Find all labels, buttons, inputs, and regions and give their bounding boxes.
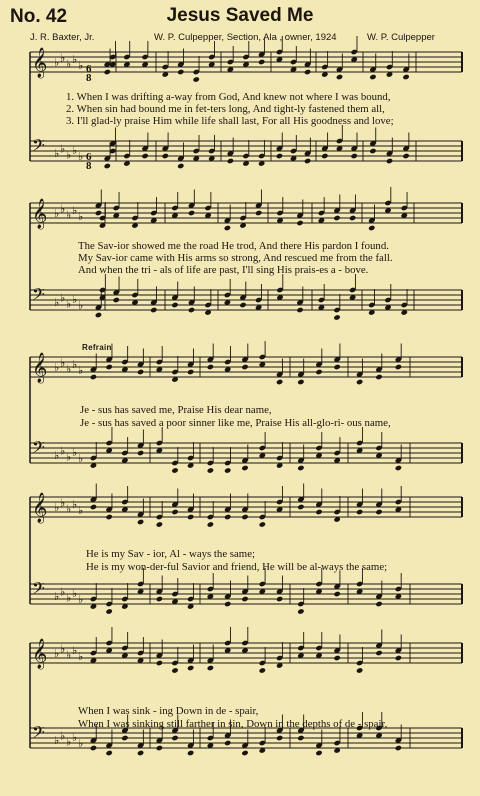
note-head (395, 655, 402, 661)
note-head (188, 210, 195, 216)
lyric-line: My Sav-ior came with His arms so strong, And rescued me from the fall. (78, 252, 393, 264)
note-head (276, 596, 283, 602)
note-head (259, 521, 266, 527)
note-head (333, 314, 340, 320)
note-head (304, 69, 311, 75)
note-head (150, 307, 157, 313)
lyric-line: Je - sus has saved me, Praise His dear name, (80, 404, 272, 416)
bass-time-sig-bottom: 8 (86, 160, 92, 172)
treble-clef: 𝄞 (32, 639, 48, 669)
flat-sign: ♭ (78, 59, 84, 72)
note-head (227, 158, 234, 164)
note-head (402, 153, 409, 159)
flat-sign: ♭ (66, 148, 72, 162)
note-head (187, 750, 194, 756)
bass-clef: 𝄢 (32, 437, 45, 461)
note-head (241, 596, 248, 602)
flat-sign: ♭ (66, 208, 72, 222)
bass-clef: 𝄢 (32, 578, 45, 602)
note-head (105, 514, 112, 520)
note-head (350, 153, 357, 159)
note-head (356, 667, 363, 673)
lyric-line: When I was sink - ing Down in de - spair, (78, 705, 259, 717)
note-head (104, 69, 111, 75)
flat-sign: ♭ (78, 737, 84, 750)
note-head (171, 302, 178, 308)
note-head (162, 153, 169, 159)
note-head (241, 750, 248, 756)
note-head (95, 312, 102, 318)
note-head (296, 220, 303, 226)
flat-sign: ♭ (66, 591, 72, 605)
flat-sign: ♭ (54, 56, 60, 69)
flat-sign: ♭ (72, 587, 78, 600)
note-head (137, 750, 144, 756)
note-head (224, 467, 231, 473)
flat-sign: ♭ (66, 57, 72, 71)
note-head (333, 655, 340, 661)
flat-sign: ♭ (60, 202, 66, 216)
note-head (315, 509, 322, 515)
treble-time-sig-top: 6 (86, 63, 92, 75)
flat-sign: ♭ (66, 362, 72, 376)
note-head (105, 364, 112, 370)
flat-sign: ♭ (60, 142, 66, 156)
bass-time-sig-top: 6 (86, 151, 92, 163)
flat-sign: ♭ (72, 446, 78, 459)
note-head (105, 750, 112, 756)
lyricist-credit: J. R. Baxter, Jr. (30, 32, 95, 43)
note-head (224, 514, 231, 520)
flat-sign: ♭ (54, 361, 60, 374)
flat-sign: ♭ (72, 204, 78, 217)
lyric-line: The Sav-ior showed me the road He trod, And there His pardon I found. (78, 240, 389, 252)
note-head (333, 364, 340, 370)
note-head (368, 225, 375, 231)
note-head (321, 153, 328, 159)
note-head (258, 59, 265, 65)
flat-sign: ♭ (54, 296, 60, 309)
flat-sign: ♭ (78, 299, 84, 312)
note-head (90, 745, 97, 751)
note-head (177, 69, 184, 75)
treble-clef: 𝄞 (32, 353, 48, 383)
note-head (137, 369, 144, 375)
note-head (177, 163, 184, 169)
flat-sign: ♭ (66, 502, 72, 516)
note-head (239, 302, 246, 308)
flat-sign: ♭ (54, 147, 60, 160)
flat-sign: ♭ (60, 496, 66, 510)
flat-sign: ♭ (78, 650, 84, 663)
bass-clef: 𝄢 (32, 284, 45, 308)
flat-sign: ♭ (60, 356, 66, 370)
note-head (141, 153, 148, 159)
note-head (296, 307, 303, 313)
flat-sign: ♭ (72, 358, 78, 371)
treble-clef: 𝄞 (32, 199, 48, 229)
note-head (333, 591, 340, 597)
flat-sign: ♭ (60, 642, 66, 656)
note-head (207, 665, 214, 671)
note-head (95, 210, 102, 216)
flat-sign: ♭ (66, 450, 72, 464)
lyric-line: 1. When I was drifting a-way from God, And knew not where I was bound, (66, 91, 391, 103)
note-head (241, 364, 248, 370)
note-head (297, 504, 304, 510)
flat-sign: ♭ (78, 504, 84, 517)
flat-sign: ♭ (60, 291, 66, 305)
flat-sign: ♭ (60, 51, 66, 65)
note-head (336, 74, 343, 80)
flat-sign: ♭ (72, 144, 78, 157)
note-head (276, 153, 283, 159)
note-head (241, 514, 248, 520)
note-head (349, 215, 356, 221)
hymn-number: No. 42 (10, 6, 68, 27)
note-head (90, 504, 97, 510)
flat-sign: ♭ (60, 729, 66, 743)
lyric-line: When I was sinking still farther in sin, Down in the depths of de - spair, (78, 718, 388, 730)
lyric-line: 3. I'll glad-ly praise Him while life shall last, For all His goodness and love; (66, 115, 394, 127)
flat-sign: ♭ (60, 444, 66, 458)
note-head (356, 509, 363, 515)
note-head (297, 735, 304, 741)
composer-credit: W. P. Culpepper (367, 32, 435, 43)
treble-clef: 𝄞 (32, 48, 48, 78)
flat-sign: ♭ (78, 593, 84, 606)
lyric-line: And when the tri - als of life are past, I'll sing His prais-es a - bove. (78, 264, 369, 276)
note-head (369, 74, 376, 80)
refrain-label: Refrain (82, 343, 112, 352)
note-head (375, 601, 382, 607)
note-head (255, 210, 262, 216)
note-head (207, 521, 214, 527)
bass-clef: 𝄢 (32, 135, 45, 159)
note-head (395, 465, 402, 471)
note-head (156, 521, 163, 527)
flat-sign: ♭ (54, 449, 60, 462)
note-head (224, 225, 231, 231)
lyric-line: He is my Sav - ior, Al - ways the same; (86, 548, 255, 560)
note-head (224, 601, 231, 607)
flat-sign: ♭ (72, 498, 78, 511)
flat-sign: ♭ (78, 452, 84, 465)
note-head (113, 297, 120, 303)
note-head (402, 74, 409, 80)
note-head (105, 608, 112, 614)
note-head (375, 509, 382, 515)
note-head (276, 379, 283, 385)
note-head (333, 215, 340, 221)
note-head (224, 740, 231, 746)
flat-sign: ♭ (72, 53, 78, 66)
note-head (156, 745, 163, 751)
note-head (297, 379, 304, 385)
note-head (207, 467, 214, 473)
note-head (171, 467, 178, 473)
note-head (187, 369, 194, 375)
note-head (187, 514, 194, 520)
note-head (193, 76, 200, 82)
note-head (171, 735, 178, 741)
lyric-line: He is my won-der-ful Savior and friend, He will be al-ways the same; (86, 561, 388, 573)
note-head (375, 374, 382, 380)
note-head (156, 660, 163, 666)
flat-sign: ♭ (60, 585, 66, 599)
lyric-line: 2. When sin had bound me in fet-ters long, And tight-ly fastened them all, (66, 103, 385, 115)
note-head (369, 148, 376, 154)
hymn-title: Jesus Saved Me (166, 5, 314, 26)
note-head (241, 465, 248, 471)
note-head (121, 735, 128, 741)
note-head (171, 667, 178, 673)
note-head (104, 163, 111, 169)
flat-sign: ♭ (72, 293, 78, 306)
note-head (297, 465, 304, 471)
copyright-credit: W. P. Culpepper, Section, Ala , owner, 1924 (154, 32, 337, 43)
flat-sign: ♭ (66, 648, 72, 662)
flat-sign: ♭ (54, 207, 60, 220)
note-head (375, 650, 382, 656)
lyric-line: Je - sus has saved a poor sinner like me, Praise His all-glo-ri- ous name, (80, 417, 391, 429)
flat-sign: ♭ (72, 731, 78, 744)
note-head (304, 158, 311, 164)
note-head (137, 519, 144, 525)
treble-time-sig-bottom: 8 (86, 72, 92, 84)
flat-sign: ♭ (54, 501, 60, 514)
note-head (137, 450, 144, 456)
bass-clef: 𝄢 (32, 722, 45, 746)
flat-sign: ♭ (54, 734, 60, 747)
note-head (395, 364, 402, 370)
note-head (171, 509, 178, 515)
note-head (188, 307, 195, 313)
note-head (356, 379, 363, 385)
note-head (297, 608, 304, 614)
flat-sign: ♭ (66, 297, 72, 311)
note-head (90, 374, 97, 380)
note-head (386, 158, 393, 164)
note-head (187, 665, 194, 671)
flat-sign: ♭ (54, 647, 60, 660)
treble-clef: 𝄞 (32, 493, 48, 523)
flat-sign: ♭ (54, 590, 60, 603)
flat-sign: ♭ (72, 644, 78, 657)
note-head (259, 667, 266, 673)
note-head (395, 745, 402, 751)
note-head (156, 596, 163, 602)
note-head (207, 364, 214, 370)
flat-sign: ♭ (78, 364, 84, 377)
flat-sign: ♭ (78, 150, 84, 163)
note-head (315, 750, 322, 756)
flat-sign: ♭ (78, 210, 84, 223)
note-head (276, 735, 283, 741)
flat-sign: ♭ (66, 735, 72, 749)
note-head (315, 369, 322, 375)
